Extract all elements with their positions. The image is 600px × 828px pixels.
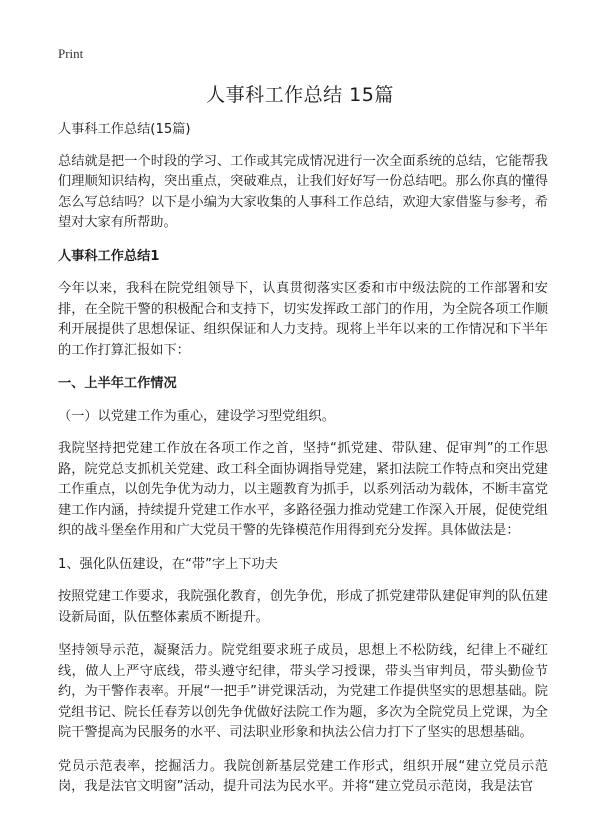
paragraph-4: 坚持领导示范，凝聚活力。院党组要求班子成员，思想上不松防线，纪律上不碰红线，做人上严守底线，带头遵守纪律，带头学习授课，带头当审判员，带头勤俭节约，为干警作表率。开展“一把手”讲党课活动，为党建工作提供坚实的思想基础。院党组书记、院长任春芳以创先争优做好法院工作为题，多次为全院党员上党课，为全院干警提高为民服务的水平、司法职业形象和执法公信力打下了坚实的思想基础。 — [58, 643, 548, 740]
page-title: 人事科工作总结 15篇 — [206, 84, 394, 106]
paragraph-3: 按照党建工作要求，我院强化教育，创先争优，形成了抓党建带队建促审判的队伍建设新局面，队伍整体素质不断提升。 — [58, 589, 548, 625]
paragraph-5: 党员示范表率，挖掘活力。我院创新基层党建工作形式，组织开展“建立党员示范岗，我是法官文明窗”活动，提升司法为民水平。并将“建立党员示范岗，我是法官 — [58, 758, 548, 794]
intro-paragraph: 总结就是把一个时段的学习、工作或其完成情况进行一次全面系统的总结，它能帮我们理顺知识结构，突出重点，突破难点，让我们好好写一份总结吧。那么你真的懂得怎么写总结吗？以下是小编为大家收集的人事科工作总结，欢迎大家借鉴与参考，希望对大家有所帮助。 — [58, 153, 548, 230]
part-heading: 一、上半年工作情况 — [58, 376, 177, 391]
print-label[interactable]: Print — [58, 46, 84, 61]
sub-heading: （一）以党建工作为重心，建设学习型党组织。 — [58, 408, 335, 424]
section-heading: 人事科工作总结1 — [58, 248, 160, 264]
document-subtitle: 人事科工作总结(15篇) — [58, 122, 191, 137]
paragraph-2: 我院坚持把党建工作放在各项工作之首，坚持“抓党建、带队建、促审判”的工作思路，院党总支抓机关党建、政工科全面协调指导党建，紧扣法院工作特点和突出党建工作重点，以创先争优为动力，以主题教育为抓手，以系列活动为载体，不断丰富党建工作内涵，持续提升党建工作水平，多路径强力推动党建工作深入开展，促使党组织的战斗堡垒作用和广大党员干警的先锋模范作用得到充分发挥。具体做法是： — [58, 441, 548, 538]
document-body — [58, 120, 548, 811]
paragraph-1: 今年以来，我科在院党组领导下，认真贯彻落实区委和市中级法院的工作部署和安排，在全院干警的积极配合和支持下，切实发挥政工部门的作用，为全院各项工作顺利开展提供了思想保证、组织保证和人力支持。现将上半年以来的工作情况和下半年的工作打算汇报如下： — [58, 281, 548, 358]
list-item-heading: 1、强化队伍建设，在“带”字上下功夫 — [58, 556, 278, 572]
